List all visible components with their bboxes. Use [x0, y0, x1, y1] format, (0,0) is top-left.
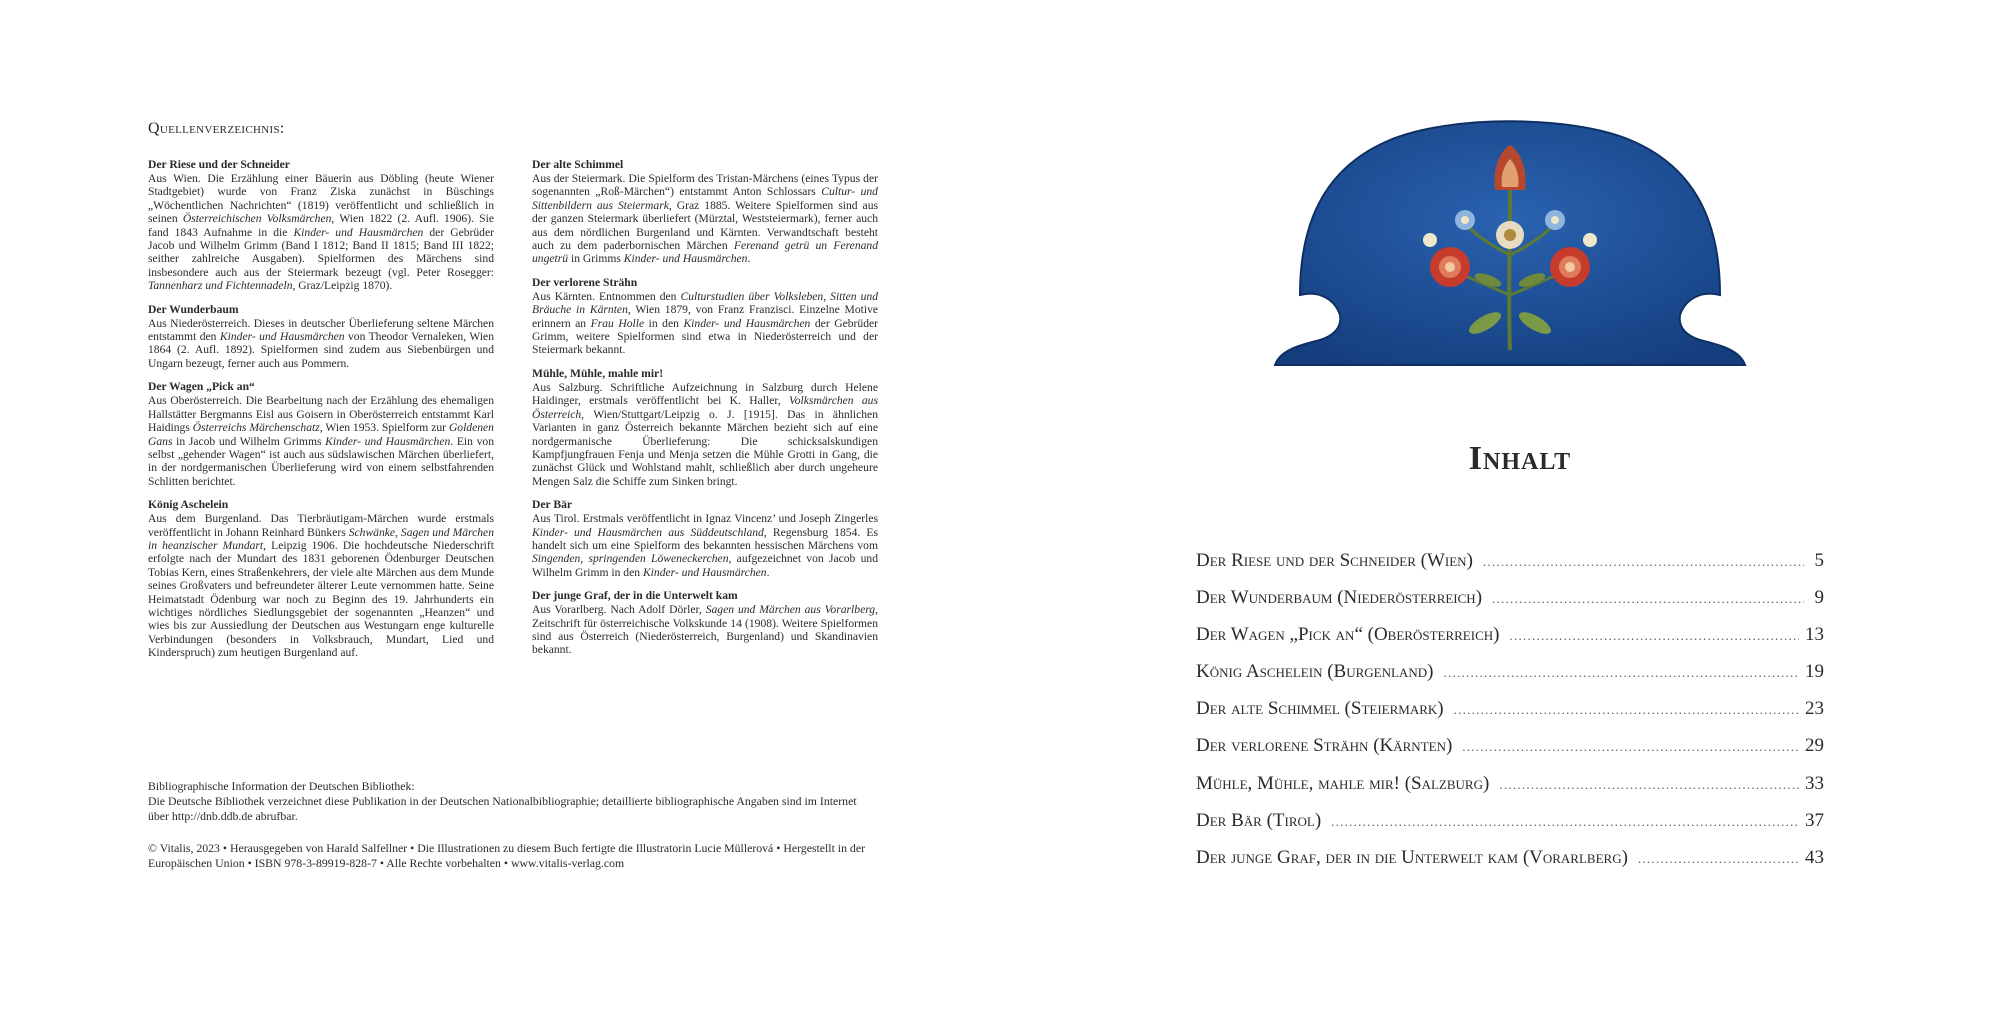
source-entry-title: Der Riese und der Schneider	[148, 158, 290, 171]
italic-title: Culturstudien über Volksleben, Sitten und Bräuche in Kärnten	[532, 289, 878, 317]
painted-flower-panel-icon	[1270, 95, 1750, 385]
source-entry	[532, 589, 878, 657]
source-entry-title: Der Wagen „Pick an“	[148, 380, 255, 394]
bibliographic-info	[148, 779, 878, 824]
italic-title: Singenden, springenden Löweneckerchen	[532, 552, 729, 566]
source-entry-title: Der junge Graf, der in die Unterwelt kam	[532, 589, 738, 603]
source-entry-title: König Aschelein	[148, 498, 229, 512]
source-entry-title: Der Wunderbaum	[148, 302, 239, 316]
toc-entry[interactable]	[1196, 773, 1824, 810]
toc-entry[interactable]	[1196, 587, 1824, 624]
toc-entry-page: 37	[1805, 809, 1824, 831]
toc-entry-page: 5	[1814, 550, 1824, 571]
source-entry	[532, 158, 878, 266]
toc-entry-label: Der verlorene Strähn (Kärnten)	[1196, 735, 1453, 757]
toc-entry[interactable]	[1196, 698, 1824, 735]
italic-title: Schwänke, Sagen und Märchen in heanzischer Mundart	[148, 525, 494, 552]
source-entry	[532, 498, 878, 579]
source-entry-text: Aus Salzburg. Schriftliche Aufzeichnung in Salzburg durch Helene Haidinger, erstmals veröffentlicht bei K. Haller, Volksmärchen aus Österreich, Wien/Stuttgart/Leipzig o. J. [1915]. Das in ähnlichen Varianten in ganz Österreich bekannte Märchen bezieht sich auf eine nordgermanische Überlieferung: Die schicksalskundigen Kampfjungfrauen Fenja und Menja setzen die Mühle Grotti in Gang, die zunächst Glück und Wohlstand mahlt, schließlich aber durch ungeheure Mengen Salz die Schiffe zum Sinken bringt.	[532, 380, 878, 488]
table-of-contents	[1196, 550, 1824, 884]
toc-entry-label: Der Wunderbaum (Niederösterreich)	[1196, 587, 1483, 609]
toc-entry-label: Der Bär (Tirol)	[1196, 809, 1322, 831]
source-entry-text: Aus Kärnten. Entnommen den Culturstudien über Volksleben, Sitten und Bräuche in Kärnten, Wien 1879, von Franz Franzisci. Einzelne Motive erinnern an Frau Holle in den Kinder- und Hausmärchen der Gebrüder Grimm, weitere Spielformen sind etwa in Niederösterreich und der Steiermark bekannt.	[532, 289, 879, 357]
toc-entry-label: Der Wagen „Pick an“ (Oberösterreich)	[1196, 624, 1500, 646]
toc-entry-label: Der junge Graf, der in die Unterwelt kam (Vorarlberg)	[1196, 846, 1628, 868]
toc-leader-dots	[1492, 591, 1804, 607]
italic-title: Kinder- und Hausmärchen	[293, 225, 424, 239]
toc-entry[interactable]	[1196, 735, 1824, 772]
source-entry-text: Aus Wien. Die Erzählung einer Bäuerin aus Döbling (heute Wiener Stadtgebiet) wurde von Franz Ziska zunächst in Büschings „Wöchentlichen Nachrichten“ (1819) veröffentlicht und schließlich in seinen Österreichischen Volksmärchen, Wien 1822 (2. Aufl. 1906). Sie fand 1843 Aufnahme in die Kinder- und Hausmärchen der Gebrüder Jacob und Wilhelm Grimm (Band I 1812; Band II 1815; Band III 1822; seither zahlreiche Ausgaben). Spielformen des Märchens sind insbesondere auch aus der Steiermark bezeugt (vgl. Peter Rosegger: Tannenharz und Fichtennadeln, Graz/Leipzig 1870).	[148, 172, 494, 293]
toc-leader-dots	[1509, 628, 1799, 644]
source-entry	[532, 367, 878, 488]
italic-title: Volksmärchen aus Österreich	[532, 394, 878, 421]
toc-entry[interactable]	[1196, 810, 1824, 847]
source-entry-text: Aus Niederösterreich. Dieses in deutscher Überlieferung seltene Märchen entstammt den Kinder- und Hausmärchen von Theodor Vernaleken, Wien 1864 (2. Aufl. 1892). Spielformen sind zudem aus Siebenbürgen und Ungarn bezeugt, ferner auch aus Pommern.	[148, 316, 494, 370]
italic-title: Cultur- und Sittenbildern aus Steiermark	[532, 185, 878, 212]
italic-title: Goldenen Gans	[148, 421, 494, 448]
toc-entry-page: 33	[1805, 772, 1824, 794]
italic-title: Kinder- und Hausmärchen	[642, 565, 767, 579]
toc-leader-dots	[1499, 777, 1799, 793]
toc-entry-label: Mühle, Mühle, mahle mir! (Salzburg)	[1196, 772, 1490, 794]
toc-entry-label: Der alte Schimmel (Steiermark)	[1196, 698, 1444, 720]
toc-leader-dots	[1454, 702, 1799, 718]
toc-title: Inhalt	[1468, 440, 1572, 477]
toc-entry-page: 13	[1805, 624, 1824, 646]
source-entry	[532, 276, 878, 357]
toc-entry-page: 29	[1805, 735, 1824, 757]
source-entry	[148, 380, 494, 488]
source-entry-title: Der Bär	[532, 498, 573, 512]
biblio-text: Die Deutsche Bibliothek verzeichnet diese Publikation in der Deutschen Nationalbibliographie; detaillierte bibliographische Angaben sind im Internet über http://dnb.ddb.de abrufbar.	[148, 794, 857, 823]
copyright-notice: © Vitalis, 2023 • Herausgegeben von Harald Salfellner • Die Illustrationen zu diesem Buch fertigte die Illustratorin Lucie Müllerová • Hergestellt in der Europäischen Union • ISBN 978-3-89919-828-7 • Alle Rechte vorbehalten • www.vitalis-verlag.com	[148, 841, 866, 870]
toc-leader-dots	[1638, 851, 1799, 867]
source-entry-text: Aus der Steiermark. Die Spielform des Tristan-Märchens (eines Typus der sogenannten „Roß-Märchen“) entstammt Anton Schlossars Cultur- und Sittenbildern aus Steiermark, Graz 1885. Weitere Spielformen sind aus der ganzen Steiermark überliefert (Mürztal, Weststeiermark), ferner auch aus dem nördlichen Burgenland und Kärnten. Verwandtschaft besteht auch zu dem paderbornischen Märchen Ferenand getrü un Ferenand ungetrü in Grimms Kinder- und Hausmärchen.	[532, 172, 879, 266]
toc-entry[interactable]	[1196, 661, 1824, 698]
source-entry	[148, 158, 494, 293]
italic-title: Kinder- und Hausmärchen aus Süddeutschland	[532, 525, 764, 539]
italic-title: Österreichischen Volksmärchen	[182, 212, 332, 226]
toc-entry[interactable]	[1196, 624, 1824, 661]
italic-title: Frau Holle	[590, 316, 645, 330]
toc-entry-page: 43	[1805, 846, 1824, 868]
sources-left-column	[148, 158, 494, 670]
toc-leader-dots	[1462, 739, 1799, 755]
sources-heading: Quellenverzeichnis:	[148, 120, 285, 137]
toc-entry[interactable]	[1196, 550, 1824, 587]
toc-entry-page: 23	[1805, 698, 1824, 720]
biblio-heading: Bibliographische Information der Deutschen Bibliothek:	[148, 779, 415, 793]
source-entry-title: Mühle, Mühle, mahle mir!	[532, 366, 664, 380]
italic-title: Österreichs Märchenschatz	[192, 421, 320, 435]
toc-entry-label: Der Riese und der Schneider (Wien)	[1196, 550, 1473, 571]
italic-title: Kinder- und Hausmärchen	[219, 330, 345, 344]
italic-title: Kinder- und Hausmärchen	[683, 316, 811, 330]
italic-title: Tannenharz und Fichtennadeln	[148, 279, 293, 293]
source-entry-title: Der verlorene Strähn	[532, 275, 638, 289]
italic-title: Ferenand getrü un Ferenand ungetrü	[532, 239, 879, 266]
source-entry-text: Aus Tirol. Erstmals veröffentlicht in Ignaz Vincenz’ und Joseph Zingerles Kinder- und Hausmärchen aus Süddeutschland, Regensburg 1854. Es handelt sich um eine Spielform des bekannten hessischen Märchens vom Singenden, springenden Löweneckerchen, aufgezeichnet von Jacob und Wilhelm Grimm in den Kinder- und Hausmärchen.	[532, 512, 878, 579]
source-entry-text: Aus dem Burgenland. Das Tierbräutigam-Märchen wurde erstmals veröffentlicht in Johann Reinhard Bünkers Schwänke, Sagen und Märchen in heanzischer Mundart, Leipzig 1906. Die hochdeutsche Niederschrift erfolgte nach der Mundart des 1831 geborenen Ödenburger Deutschen Tobias Kern, eines Straßenkehrers, der viele alte Märchen aus dem Munde seines Großvaters und befreundeter älterer Leute vernommen hatte. Seine Heimatstadt Ödenburg war noch zu Beginn des 19. Jahrhunderts ein wichtiges nördliches Siedlungsgebiet der sogenannten „Heanzen“ und wies bis zur Aussiedlung der Deutschen aus Westungarn enge kulturelle Verbindungen (besonders in Volksbrauch, Mundart, Lied und Kinderspruch) zum heutigen Burgenland auf.	[148, 512, 494, 660]
sources-section	[148, 120, 878, 670]
source-entry	[148, 498, 494, 659]
toc-entry-page: 19	[1805, 661, 1824, 683]
toc-leader-dots	[1331, 814, 1799, 830]
toc-entry-page: 9	[1814, 587, 1824, 609]
source-entry-text: Aus Oberösterreich. Die Bearbeitung nach der Erzählung des ehemaligen Hallstätter Bergmanns Eisl aus Goisern in Oberösterreich entstammt Karl Haidings Österreichs Märchenschatz, Wien 1953. Spielform zur Goldenen Gans in Jacob und Wilhelm Grimms Kinder- und Hausmärchen. Ein von selbst „gehender Wagen“ ist auch aus südslawischen Märchen überliefert, in der nordgermanischen Überlieferung wird von einem selbstfahrenden Schlitten berichtet.	[148, 394, 495, 488]
source-entry-text: Aus Vorarlberg. Nach Adolf Dörler, Sagen und Märchen aus Vorarlberg, Zeitschrift für österreichische Volkskunde 14 (1908). Weitere Spielformen sind aus Österreich (Niederösterreich, Burgenland) und Skandinavien bekannt.	[532, 603, 879, 657]
toc-entry-label: König Aschelein (Burgenland)	[1196, 661, 1434, 683]
italic-title: Kinder- und Hausmärchen	[325, 434, 451, 448]
italic-title: Kinder- und Hausmärchen	[623, 252, 748, 266]
toc-leader-dots	[1443, 665, 1799, 681]
source-entry-title: Der alte Schimmel	[532, 158, 624, 171]
sources-right-column	[532, 158, 878, 670]
toc-leader-dots	[1483, 554, 1804, 570]
source-entry	[148, 303, 494, 371]
toc-entry[interactable]	[1196, 847, 1824, 884]
italic-title: Sagen und Märchen aus Vorarlberg	[705, 603, 876, 617]
